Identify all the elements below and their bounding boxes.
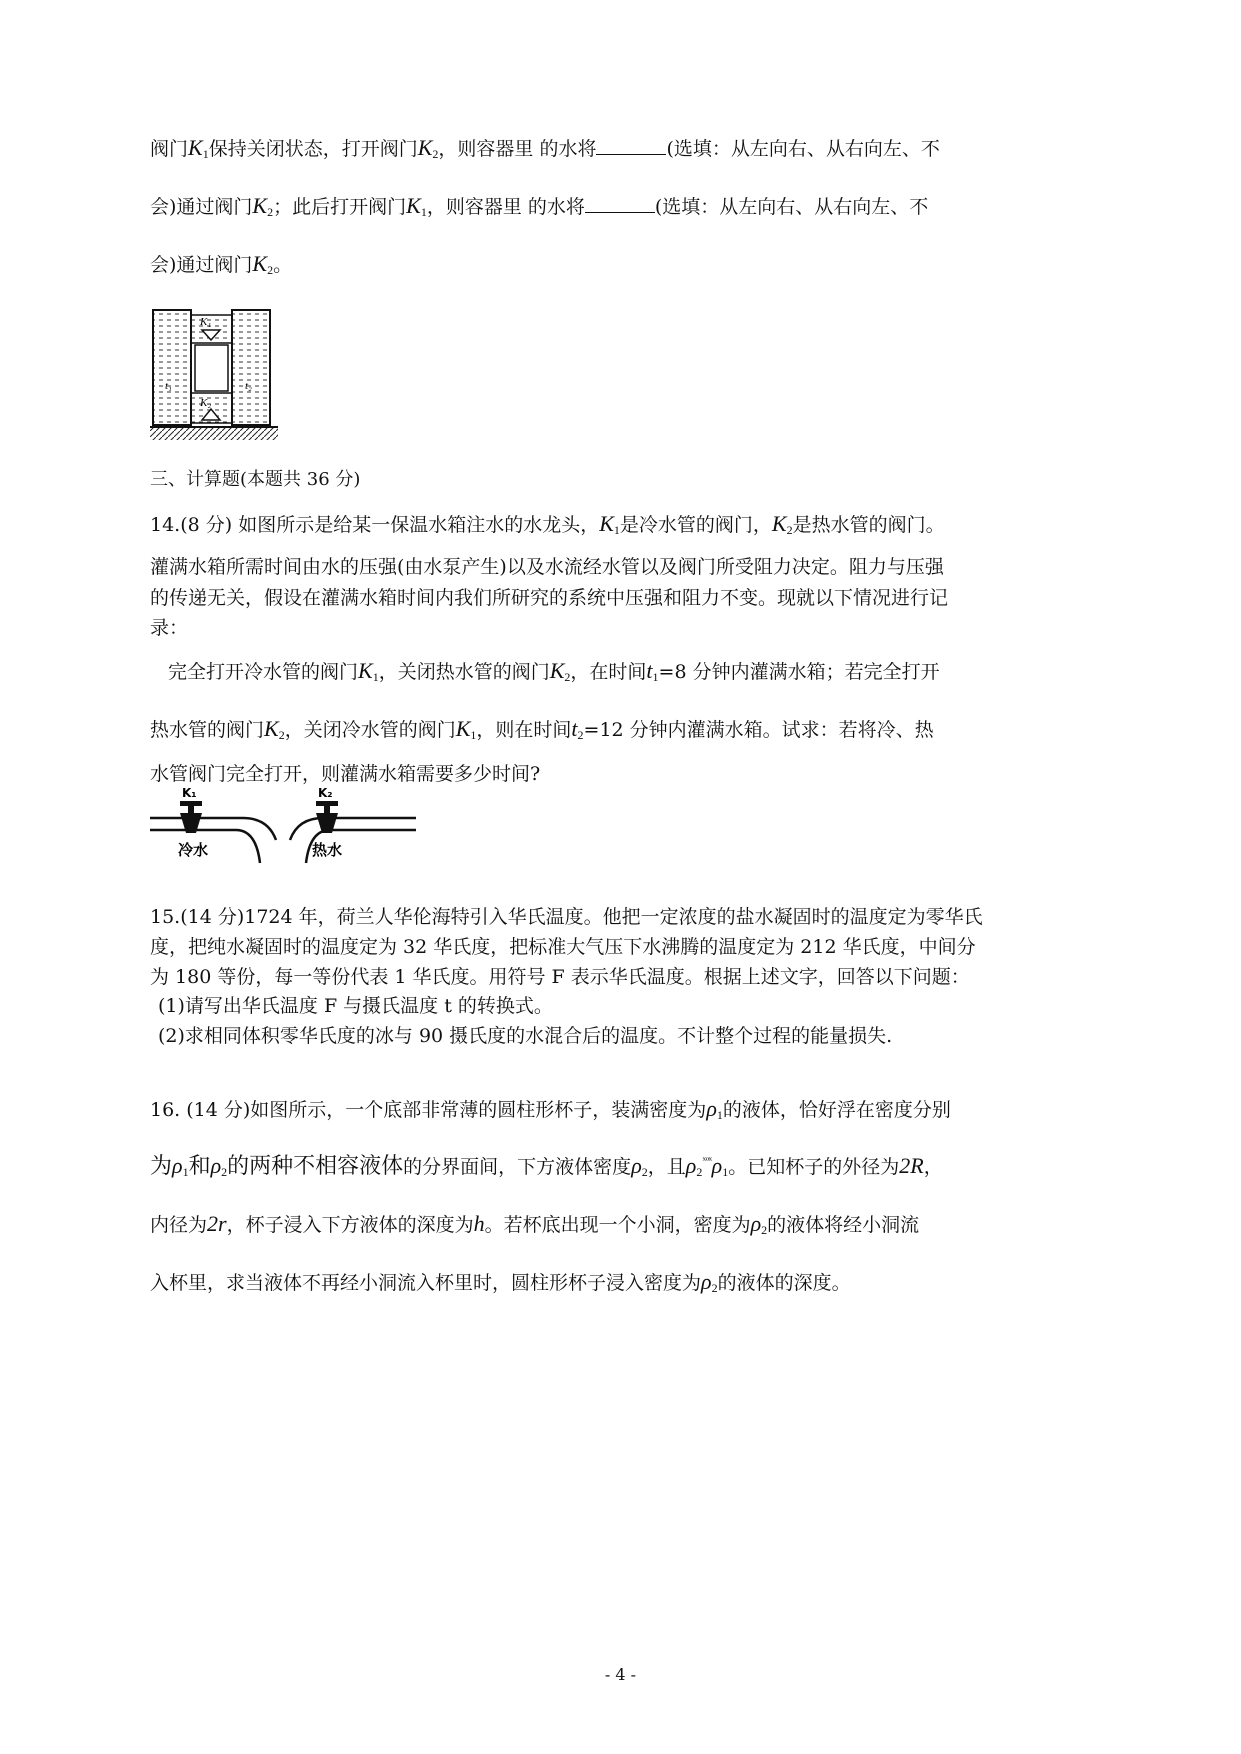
q14-line-5: 完全打开冷水管的阀门$K_1$，关闭热水管的阀门$K_2$，在时间$t_1=8$ 分钟内灌满水箱；若完全打开: [168, 658, 940, 684]
symbol-t1: $t_1$: [646, 658, 659, 684]
symbol-k2: $K_2$: [252, 193, 274, 219]
q13-line-1: 阀门$K_1$保持关闭状态，打开阀门$K_2$，则容器里 的水将 (选填：从左向右、从右向左、不: [150, 135, 940, 161]
valve-k1-icon: [180, 801, 202, 833]
label-cold-water: 冷水: [178, 841, 209, 859]
symbol-rho2: $\rho_2$: [750, 1211, 768, 1237]
q16-line-3: 内径为2r，杯子浸入下方液体的深度为h。若杯底出现一个小洞，密度为$\rho_2$的液体将经小洞流: [150, 1211, 920, 1237]
q14-line-7: 水管阀门完全打开，则灌满水箱需要多少时间?: [150, 763, 541, 785]
q15-line-2: 度，把纯水凝固时的温度定为 32 华氏度，把标准大气压下水沸腾的温度定为 212 华氏度，中间分: [150, 936, 976, 958]
symbol-k2: $K_2$: [252, 251, 274, 277]
q16-line-2: 为$\rho_1$和$\rho_2$的两种不相容液体的分界面间，下方液体密度$\rho_2$，且$\rho_2^{ˣᵒˣ}\rho_1$。已知杯子的外径为2R，: [150, 1153, 943, 1179]
label-k1: K₁: [182, 786, 197, 800]
label-k1: K₁: [200, 316, 212, 328]
section-title: 三、计算题(本题共 36 分): [150, 469, 361, 490]
symbol-k1: $K_1$: [358, 658, 379, 684]
symbol-k2: $K_2$: [417, 135, 439, 161]
symbol-t2: $t_2$: [571, 716, 584, 742]
faucet-figure: [148, 785, 418, 865]
symbol-k2: $K_2$: [264, 716, 285, 742]
symbol-rho2: $\rho_2$: [631, 1153, 648, 1179]
ground-hatch: [150, 428, 278, 440]
symbol-rho2: $\rho_2$: [701, 1269, 718, 1295]
symbol-2r: 2r: [207, 1211, 227, 1236]
q15-line-5: (2)求相同体积零华氏度的冰与 90 摄氏度的水混合后的温度。不计整个过程的能量损失.: [158, 1025, 893, 1047]
symbol-2R: 2R: [899, 1153, 924, 1178]
symbol-rho2: $\rho_2$: [210, 1153, 228, 1179]
q15-line-3: 为 180 等份，每一等份代表 1 华氏度。用符号 F 表示华氏温度。根据上述文字，回答以下问题：: [150, 966, 970, 988]
q15-line-1: 15.(14 分)1724 年，荷兰人华伦海特引入华氏温度。他把一定浓度的盐水凝固时的温度定为零华氏: [150, 906, 983, 928]
q13-line-3: 会)通过阀门$K_2$。: [150, 251, 293, 277]
symbol-k1: $K_1$: [599, 511, 620, 537]
answer-blank[interactable]: [585, 212, 655, 213]
garbled-glyph: ˣᵒˣ: [702, 1156, 712, 1167]
q14-line-2: 灌满水箱所需时间由水的压强(由水泵产生)以及水流经水管以及阀门所受阻力决定。阻力与压强: [150, 556, 944, 578]
symbol-rho1: $\rho_1$: [172, 1153, 189, 1179]
symbol-rho2: $\rho_2$: [685, 1153, 703, 1179]
label-k2: K₂: [318, 786, 333, 800]
label-t1: t₁: [165, 380, 172, 392]
q13-line-2: 会)通过阀门$K_2$；此后打开阀门$K_1$，则容器里 的水将 (选填：从左向右、从右向左、不: [150, 193, 929, 219]
symbol-rho1: $\rho_1$: [706, 1096, 723, 1122]
page-number: - 4 -: [604, 1665, 637, 1684]
valve-k2-icon: [316, 801, 338, 833]
answer-blank[interactable]: [596, 154, 666, 155]
label-t2: t₂: [245, 380, 252, 392]
symbol-rho1: $\rho_1$: [711, 1153, 729, 1179]
q16-line-1: 16. (14 分)如图所示，一个底部非常薄的圆柱形杯子，装满密度为$\rho_1$的液体，恰好浮在密度分别: [150, 1096, 951, 1122]
symbol-k1: $K_1$: [406, 193, 427, 219]
label-k2: K₂: [200, 397, 212, 409]
symbol-k1: $K_1$: [188, 135, 209, 161]
q15-line-4: (1)请写出华氏温度 F 与摄氏温度 t 的转换式。: [158, 995, 553, 1017]
container-valve-figure: [150, 305, 280, 450]
q14-line-3: 的传递无关，假设在灌满水箱时间内我们所研究的系统中压强和阻力不变。现就以下情况进行记: [150, 587, 949, 609]
symbol-h: h: [473, 1211, 485, 1236]
q14-line-1: 14.(8 分) 如图所示是给某一保温水箱注水的水龙头，$K_1$是冷水管的阀门，$K_2$是热水管的阀门。: [150, 511, 945, 537]
q14-line-6: 热水管的阀门$K_2$，关闭冷水管的阀门$K_1$，则在时间$t_2=12$ 分钟内灌满水箱。试求：若将冷、热: [150, 716, 934, 742]
q14-line-4: 录：: [150, 617, 189, 639]
label-hot-water: 热水: [312, 841, 343, 859]
symbol-k2: $K_2$: [549, 658, 571, 684]
q16-line-4: 入杯里，求当液体不再经小洞流入杯里时，圆柱形杯子浸入密度为$\rho_2$的液体的深度。: [150, 1269, 851, 1295]
symbol-k2: $K_2$: [771, 511, 793, 537]
symbol-k1: $K_1$: [455, 716, 477, 742]
